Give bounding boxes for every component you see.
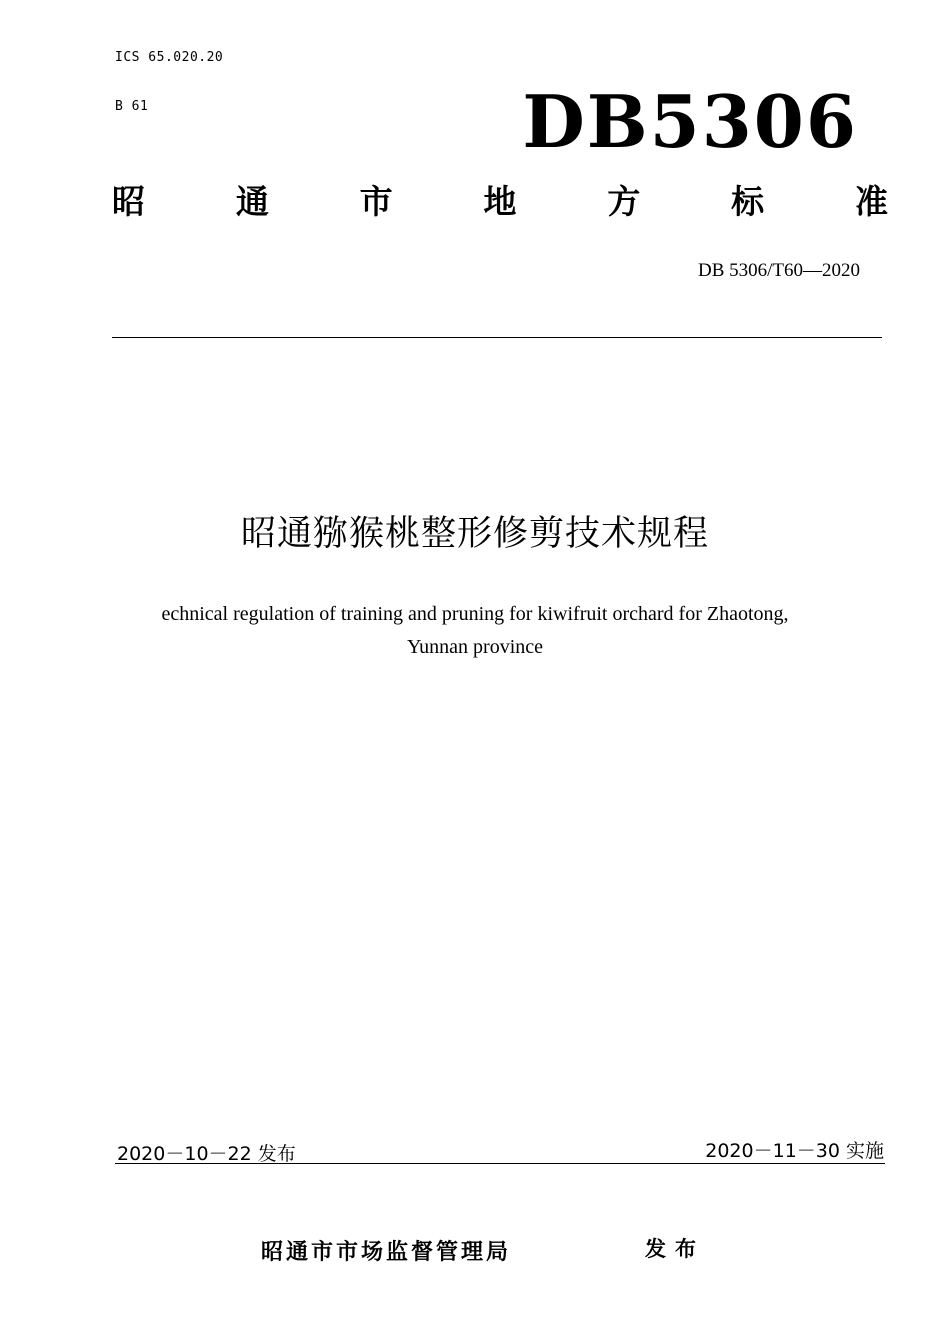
footer-divider <box>115 1163 885 1164</box>
standard-type-char: 昭 <box>112 182 145 221</box>
standard-code-logo: DB5306 <box>522 79 858 164</box>
document-title-english <box>75 598 875 664</box>
document-title-chinese: 昭通猕猴桃整形修剪技术规程 <box>240 514 709 554</box>
standard-type-heading <box>112 182 888 221</box>
english-title-line-2: Yunnan province <box>406 636 544 658</box>
publish-date: 2020－10－22 发布 <box>117 1143 296 1165</box>
english-title-line-1: echnical regulation of training and pruning for kiwifruit orchard for Zhaotong, <box>161 603 789 625</box>
standard-number: DB 5306/T60—2020 <box>697 260 860 281</box>
ccs-code: B 61 <box>115 99 149 114</box>
standard-type-char: 准 <box>854 182 888 221</box>
standard-type-char: 方 <box>607 182 641 221</box>
standard-type-char: 地 <box>483 182 517 221</box>
standard-type-char: 标 <box>731 182 765 221</box>
ics-code: ICS 65.020.20 <box>115 50 224 65</box>
implementation-date: 2020－11－30 实施 <box>705 1140 884 1162</box>
standard-type-char: 通 <box>235 182 269 221</box>
issued-label: 发布 <box>645 1237 705 1261</box>
issuing-authority: 昭通市市场监督管理局 <box>261 1240 512 1265</box>
standard-type-char: 市 <box>359 182 393 221</box>
header-divider <box>112 337 882 338</box>
